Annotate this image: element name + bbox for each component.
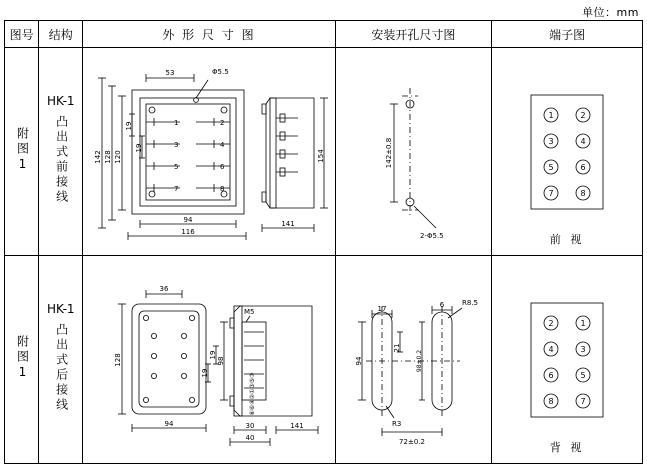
- terminal-diagram-rear: [493, 265, 641, 465]
- dim-128-rear: 128: [114, 352, 123, 367]
- pin-7: 7: [174, 184, 179, 193]
- header-outline: 外 形 尺 寸 图: [83, 21, 335, 48]
- terminal-order-text: ⑧⑥④②①③⑤⑦: [249, 371, 257, 416]
- structure-model-2: HK-1: [46, 302, 75, 316]
- structure-desc-2: 凸出式后接线: [54, 323, 69, 413]
- pin-8: 8: [220, 184, 225, 193]
- dim-2-phi55: 2-Φ5.5: [420, 231, 445, 240]
- outline-drawing-rear: [84, 260, 333, 460]
- terminal-caption-1: 前 视: [549, 232, 585, 246]
- cell-terminal-diagram-2: [492, 256, 643, 464]
- dim-53: 53: [165, 68, 175, 77]
- dim-M5: M5: [244, 307, 255, 316]
- header-mounting: 安装开孔尺寸图: [335, 21, 492, 48]
- terminal-1-rear: 1: [580, 318, 586, 328]
- dim-6: 6: [440, 300, 445, 309]
- header-structure: 结构: [39, 21, 83, 48]
- mounting-drawing-front: [336, 52, 490, 252]
- terminal-4: 4: [580, 136, 586, 146]
- pin-1: 1: [174, 118, 179, 127]
- dim-30: 30: [245, 421, 255, 430]
- dim-19c: 19: [209, 350, 218, 359]
- terminal-2-rear: 2: [548, 318, 554, 328]
- cell-figure-no-1: 附图1: [5, 48, 39, 256]
- terminal-8-rear: 8: [548, 396, 554, 406]
- unit-note: 单位：mm: [582, 6, 639, 19]
- dim-141-rear: 141: [290, 421, 305, 430]
- terminal-diagram-front: [493, 57, 641, 257]
- pin-6: 6: [220, 162, 225, 171]
- dim-142: 142: [94, 149, 103, 164]
- cell-structure-1: [39, 48, 83, 256]
- cell-figure-no-2: 附图1: [5, 256, 39, 464]
- dim-R3: R3: [392, 419, 402, 428]
- terminal-caption-2: 背 视: [549, 440, 585, 454]
- dim-120: 120: [114, 149, 123, 164]
- dim-19a: 19: [125, 121, 134, 130]
- dim-17: 17: [377, 304, 387, 313]
- header-terminal: 端子图: [492, 21, 643, 48]
- spec-table: [4, 20, 643, 464]
- terminal-6-rear: 6: [548, 370, 554, 380]
- table-row: [5, 256, 643, 464]
- dim-19b: 19: [135, 143, 144, 152]
- terminal-6: 6: [580, 162, 586, 172]
- dim-72-tol: 72±0.2: [399, 437, 426, 446]
- cell-outline-drawing-1: [83, 48, 335, 256]
- pin-5: 5: [174, 162, 179, 171]
- structure-desc-1: 凸出式前接线: [54, 115, 69, 205]
- terminal-3-rear: 3: [580, 344, 586, 354]
- dim-phi55: Φ5.5: [212, 67, 230, 76]
- terminal-1: 1: [548, 110, 554, 120]
- cell-terminal-diagram-1: [492, 48, 643, 256]
- cell-mounting-drawing-2: [335, 256, 492, 464]
- terminal-7: 7: [548, 188, 554, 198]
- dim-154: 154: [317, 148, 326, 163]
- terminal-3: 3: [548, 136, 554, 146]
- outline-drawing-front: [84, 52, 333, 252]
- pin-2: 2: [220, 118, 225, 127]
- terminal-5: 5: [548, 162, 554, 172]
- dim-94-mount: 94: [355, 356, 364, 365]
- dim-19d: 19: [201, 368, 210, 377]
- mounting-drawing-rear: [336, 260, 490, 460]
- terminal-5-rear: 5: [580, 370, 586, 380]
- dim-128: 128: [104, 149, 113, 164]
- pin-3: 3: [174, 140, 179, 149]
- dim-98-tol: 98±0.2: [416, 349, 424, 372]
- cell-outline-drawing-2: [83, 256, 335, 464]
- table-header-row: [5, 21, 643, 48]
- dim-R85: R8.5: [462, 298, 479, 307]
- dim-36: 36: [159, 284, 169, 293]
- dim-21: 21: [393, 343, 402, 352]
- cell-structure-2: [39, 256, 83, 464]
- terminal-2: 2: [580, 110, 586, 120]
- table-row: [5, 48, 643, 256]
- dim-98: 98: [217, 356, 226, 365]
- terminal-4-rear: 4: [548, 344, 554, 354]
- dim-94: 94: [183, 215, 193, 224]
- pin-4: 4: [220, 140, 225, 149]
- dim-142-tol: 142±0.8: [385, 137, 394, 168]
- dim-40: 40: [245, 433, 255, 442]
- dim-94-rear: 94: [164, 419, 174, 428]
- structure-model-1: HK-1: [46, 94, 75, 108]
- cell-mounting-drawing-1: [335, 48, 492, 256]
- terminal-8: 8: [580, 188, 586, 198]
- terminal-7-rear: 7: [580, 396, 586, 406]
- header-no: 图号: [5, 21, 39, 48]
- dim-141: 141: [281, 219, 296, 228]
- dim-116: 116: [181, 227, 196, 236]
